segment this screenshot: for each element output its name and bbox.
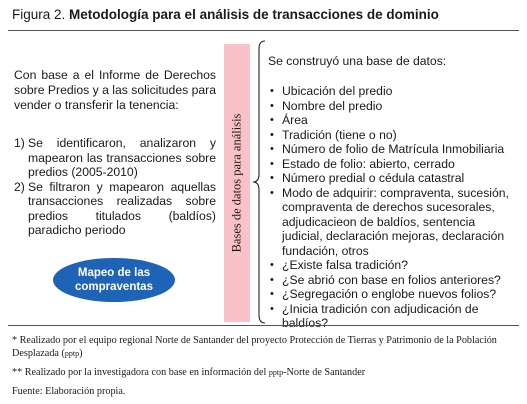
- database-field-text: ¿Existe falsa tradición?: [282, 258, 408, 272]
- bullet-icon: •: [270, 288, 274, 300]
- database-field-text: ¿Se abrió con base en folios anteriores?: [282, 272, 501, 287]
- database-fields-block: [268, 54, 516, 331]
- database-field-text: ¿Inicia tradición con adjudicación de baldíos?: [282, 301, 479, 330]
- database-field-item: [268, 171, 516, 186]
- curly-bracket: [252, 40, 266, 324]
- database-field-item: [268, 99, 516, 114]
- database-field-item: [268, 157, 516, 172]
- bullet-icon: •: [270, 273, 274, 286]
- database-field-text: Nombre del predio: [282, 98, 383, 113]
- database-field-text: Estado de folio: abierto, cerrado: [282, 156, 455, 171]
- steps-list: [14, 136, 216, 238]
- database-field-text: Número predial o cédula catastral: [282, 171, 465, 185]
- bullet-icon: •: [270, 172, 274, 184]
- database-field-item: [268, 186, 516, 259]
- bullet-icon: •: [270, 186, 274, 199]
- figure-label: Figura 2.: [12, 7, 66, 22]
- database-field-text: Número de folio de Matrícula Inmobiliaria: [282, 142, 505, 156]
- bullet-icon: •: [270, 259, 274, 271]
- left-intro: Con base a el Informe de Derechos sobre Predios y a las solicitudes para vender o transferir la tenencia:: [14, 68, 216, 112]
- step-number: 1): [14, 136, 25, 150]
- bottom-rule: [8, 325, 519, 326]
- footnote-2-text: ** Realizado por la investigadora con base en información del: [12, 367, 269, 378]
- database-field-item: [268, 128, 516, 143]
- footnote-2: [12, 366, 517, 379]
- database-field-text: Ubicación del predio: [282, 84, 393, 98]
- top-rule: [8, 30, 519, 31]
- bullet-icon: •: [270, 128, 274, 141]
- step-number: 2): [14, 179, 25, 194]
- database-field-item: [268, 84, 516, 99]
- database-field-item: [268, 287, 516, 302]
- database-heading: Se construyó una base de datos:: [268, 54, 447, 68]
- step-item: [14, 180, 216, 238]
- database-field-text: Tradición (tiene o no): [282, 127, 397, 142]
- step-text: Se filtraron y mapearon aquellas transacciones realizadas sobre predios titulados (baldíos) paradicho periodo: [28, 179, 216, 237]
- footnotes: [12, 334, 517, 398]
- database-field-item: [268, 142, 516, 157]
- bullet-icon: •: [270, 85, 274, 97]
- step-text: Se identificaron, analizaron y mapearon las transacciones sobre predios (2005-2010): [28, 136, 216, 179]
- database-field-text: ¿Segregación o englobe nuevos folios?: [282, 287, 497, 301]
- database-field-item: [268, 302, 516, 331]
- database-field-text: Área: [282, 113, 308, 127]
- footnote-1-suffix: ): [79, 348, 83, 359]
- figure-title: [12, 7, 439, 22]
- footnote-2-suffix: -Norte de Santander: [283, 367, 366, 378]
- footnote-1-text: * Realizado por el equipo regional Norte de Santander del proyecto Protección de Tierras y Patrimonio de la Población Desplazada (: [12, 335, 497, 359]
- database-fields-list: [268, 84, 516, 331]
- figure-heading: Metodología para el análisis de transacciones de dominio: [69, 7, 439, 22]
- compraventas-oval: [53, 258, 175, 302]
- footnote-2-abbr: pptp: [268, 368, 284, 377]
- vertical-label: Bases de datos para análisis: [229, 113, 244, 253]
- bullet-icon: •: [270, 157, 274, 170]
- bullet-icon: •: [270, 99, 274, 112]
- database-field-item: [268, 258, 516, 273]
- step-item: [14, 136, 216, 180]
- source-note: Fuente: Elaboración propia.: [12, 386, 126, 397]
- database-field-item: [268, 273, 516, 288]
- bullet-icon: •: [270, 114, 274, 126]
- bullet-icon: •: [270, 143, 274, 155]
- database-field-item: [268, 113, 516, 128]
- footnote-1-abbr: pptp: [64, 349, 80, 358]
- oval-label: Mapeo de las compraventas: [75, 267, 153, 293]
- database-field-text: Modo de adquirir: compraventa, sucesión, compraventa de derechos sucesorales, adjudicacieon de baldíos, sentencia judicial, declaración mejoras, declaración fundación, otros: [282, 185, 509, 258]
- bullet-icon: •: [270, 302, 274, 315]
- footnote-1: [12, 334, 517, 360]
